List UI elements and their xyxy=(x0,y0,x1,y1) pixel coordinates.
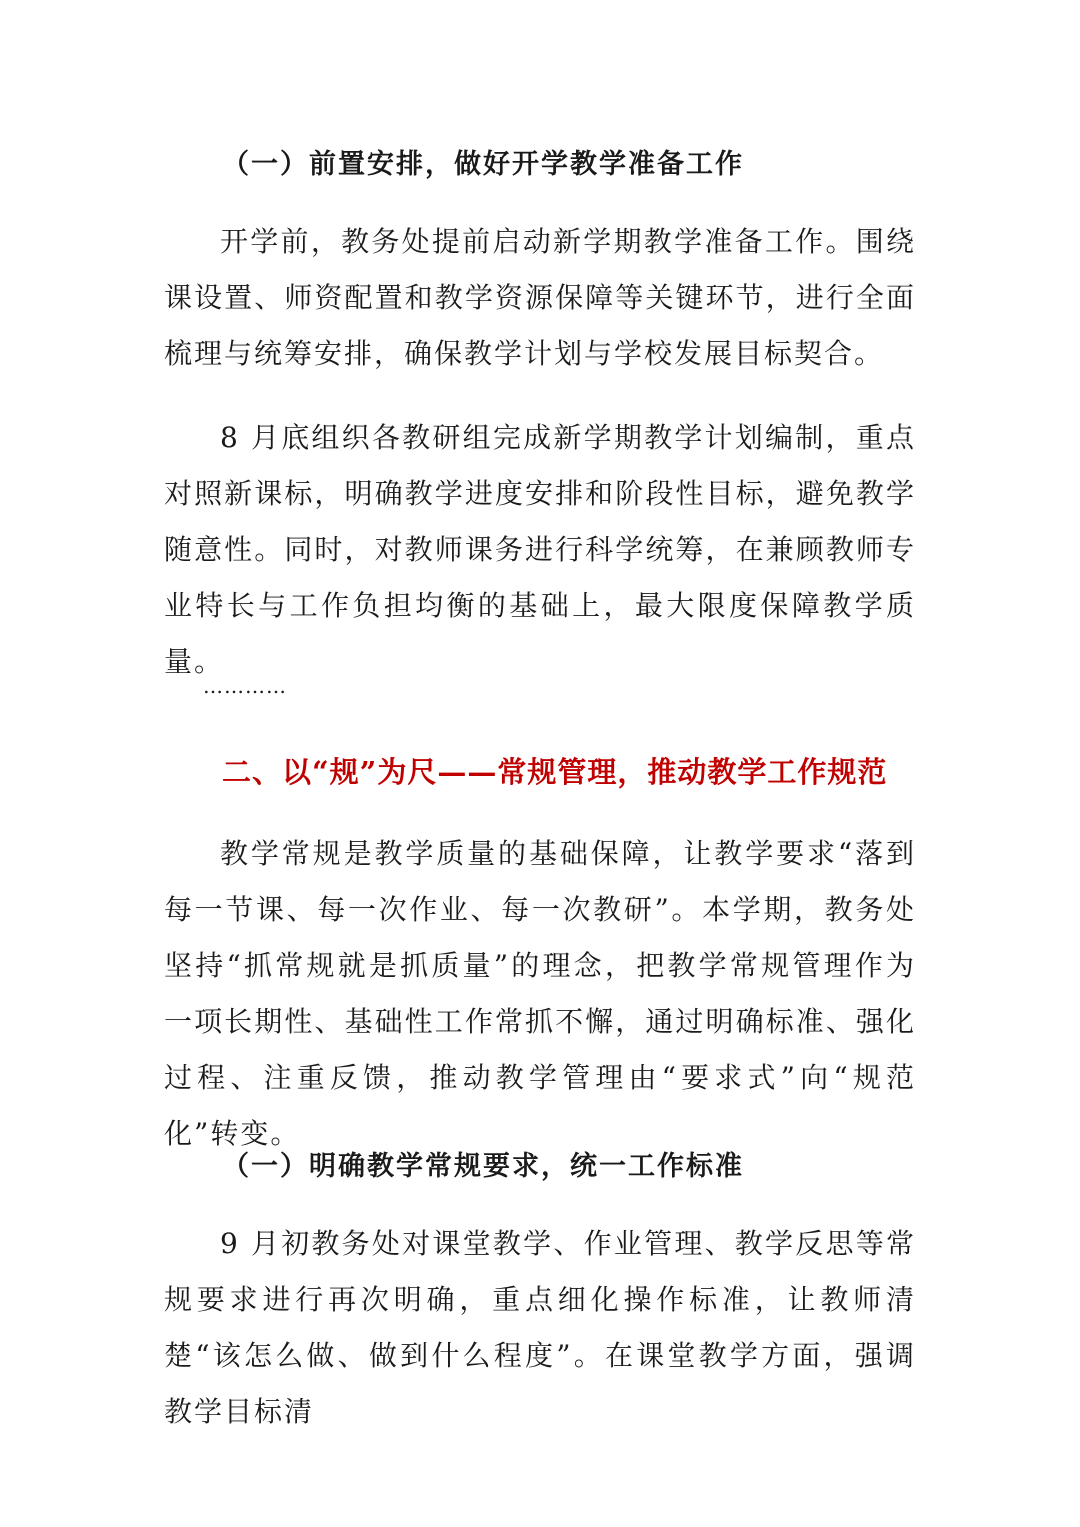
section1-paragraph-2: 8 月底组织各教研组完成新学期教学计划编制，重点对照新课标，明确教学进度安排和阶段性目标，避免教学随意性。同时，对教师课务进行科学统筹，在兼顾教师专业特长与工作负担均衡的基础上，最大限度保障教学质量。 xyxy=(164,421,916,678)
section2-intro-paragraph: 教学常规是教学质量的基础保障，让教学要求“落到每一节课、每一次作业、每一次教研”。本学期，教务处坚持“抓常规就是抓质量”的理念，把教学常规管理作为一项长期性、基础性工作常抓不懈，通过明确标准、强化过程、注重反馈，推动教学管理由“要求式”向“规范化”转变。 xyxy=(164,837,916,1150)
section2-heading: 二、以“规”为尺——常规管理，推动教学工作规范 xyxy=(222,755,888,789)
section2-subheading: （一）明确教学常规要求，统一工作标准 xyxy=(222,1151,744,1182)
ellipsis-separator: ………… xyxy=(203,674,287,698)
section2-paragraph: 9 月初教务处对课堂教学、作业管理、教学反思等常规要求进行再次明确，重点细化操作标准，让教师清楚“该怎么做、做到什么程度”。在课堂教学方面，强调教学目标清 xyxy=(164,1227,916,1428)
section1-subheading: （一）前置安排，做好开学教学准备工作 xyxy=(222,149,744,180)
section1-paragraph-1: 开学前，教务处提前启动新学期教学准备工作。围绕课设置、师资配置和教学资源保障等关键环节，进行全面梳理与统筹安排，确保教学计划与学校发展目标契合。 xyxy=(164,225,916,370)
